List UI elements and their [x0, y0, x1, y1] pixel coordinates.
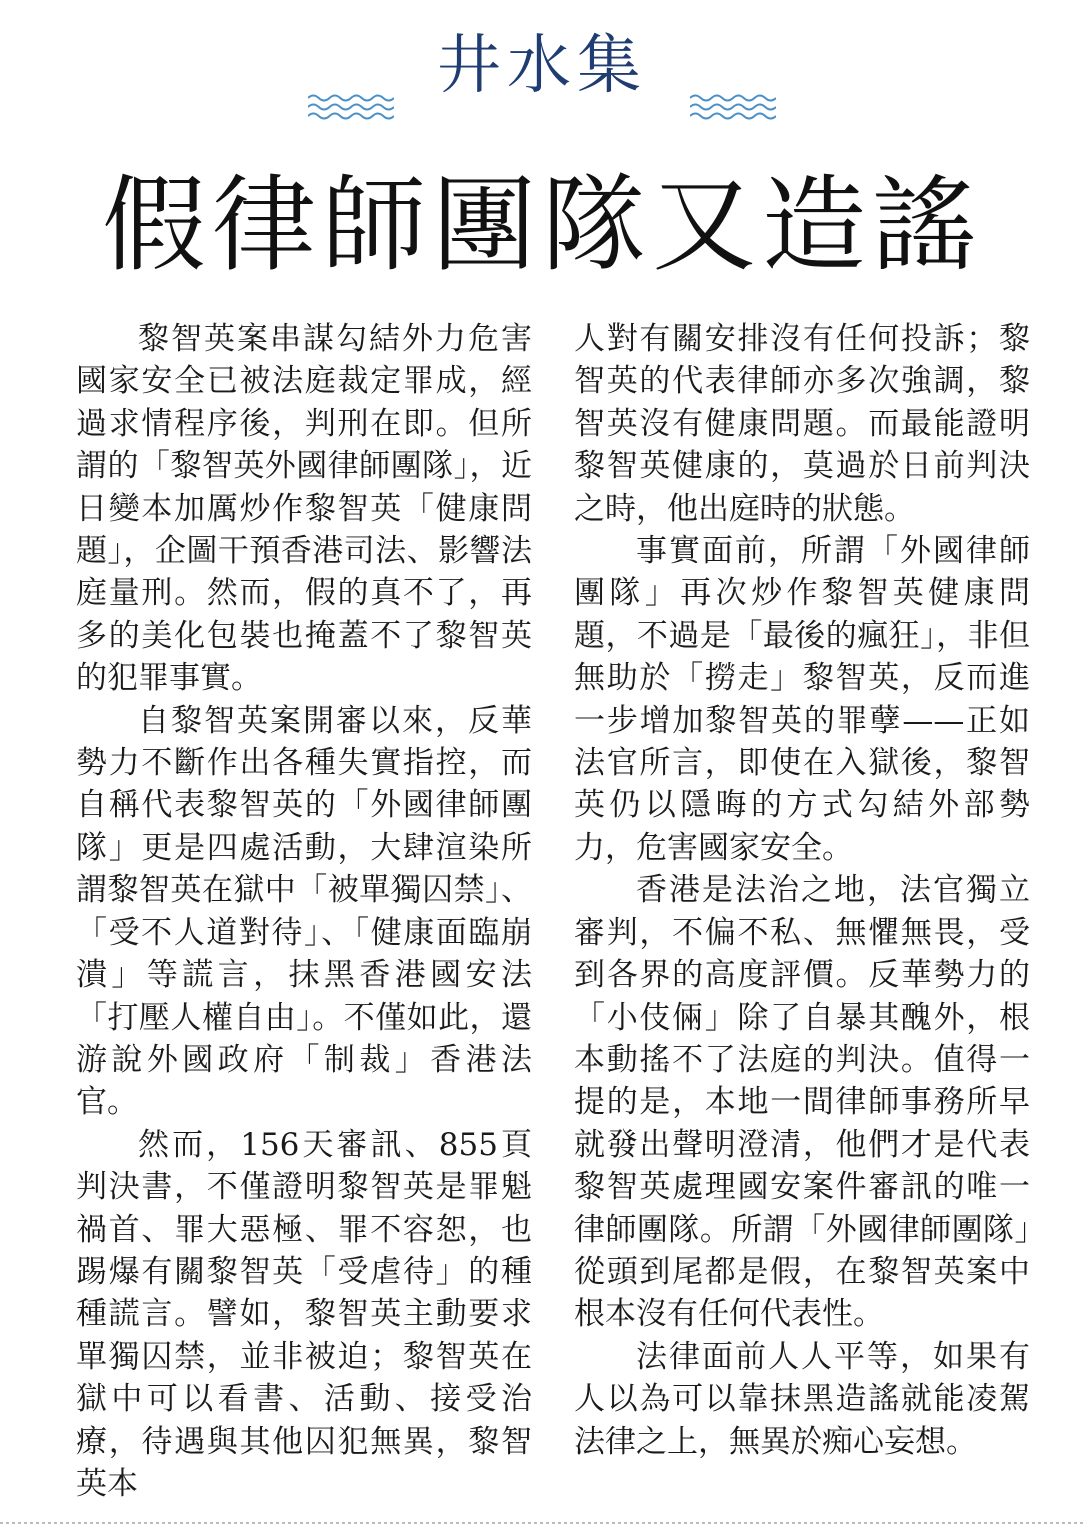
paragraph-1: 黎智英案串謀勾結外力危害國家安全已被法庭裁定罪成，經過求情程序後，判刑在即。但所謂的「黎智英外國律師團隊」，近日變本加厲炒作黎智英「健康問題」，企圖干預香港司法、影響法庭量刑。然而，假的真不了，再多的美化包裝也掩蓋不了黎智英的犯罪事實。 [76, 321, 532, 697]
column-name: 井水集 [437, 29, 647, 103]
bottom-divider [0, 1522, 1084, 1524]
wave-decoration-left-icon [308, 92, 394, 122]
wave-decoration-right-icon [690, 92, 776, 122]
paragraph-3: 然而，156天審訊、855頁判決書，不僅證明黎智英是罪魁禍首、罪大惡極、罪不容恕，也踢爆有關黎智英「受虐待」的種種謊言。譬如，黎智英主動要求單獨囚禁，並非被迫；黎智英在獄中可以看書、活動、接受治療，待遇與其他囚犯無異，黎智英本 [76, 1126, 532, 1502]
column-header [0, 0, 1084, 140]
paragraph-2: 自黎智英案開審以來，反華勢力不斷作出各種失實指控，而自稱代表黎智英的「外國律師團隊」更是四處活動，大肆渲染所謂黎智英在獄中「被單獨囚禁」、「受不人道對待」、「健康面臨崩潰」等謊言，抹黑香港國安法「打壓人權自由」。不僅如此，還游說外國政府「制裁」香港法官。 [76, 702, 532, 1121]
headline: 假律師團隊又造謠 [101, 164, 982, 286]
paragraph-3-continued: 人對有關安排沒有任何投訴；黎智英的代表律師亦多次強調，黎智英沒有健康問題。而最能證明黎智英健康的，莫過於日前判決之時，他出庭時的狀態。 [574, 321, 1030, 527]
paragraph-4: 事實面前，所謂「外國律師團隊」再次炒作黎智英健康問題，不過是「最後的瘋狂」，非但無助於「撈走」黎智英，反而進一步增加黎智英的罪孽——正如法官所言，即使在入獄後，黎智英仍以隱晦的方式勾結外部勢力，危害國家安全。 [574, 533, 1030, 866]
article-column-1 [76, 318, 532, 1505]
article-column-2 [574, 318, 1030, 1463]
paragraph-5: 香港是法治之地，法官獨立審判，不偏不私、無懼無畏，受到各界的高度評價。反華勢力的「小伎倆」除了自暴其醜外，根本動搖不了法庭的判決。值得一提的是，本地一間律師事務所早就發出聲明澄清，他們才是代表黎智英處理國安案件審訊的唯一律師團隊。所謂「外國律師團隊」從頭到尾都是假，在黎智英案中根本沒有任何代表性。 [574, 872, 1030, 1333]
paragraph-6: 法律面前人人平等，如果有人以為可以靠抹黑造謠就能凌駕法律之上，無異於痴心妄想。 [574, 1338, 1030, 1460]
